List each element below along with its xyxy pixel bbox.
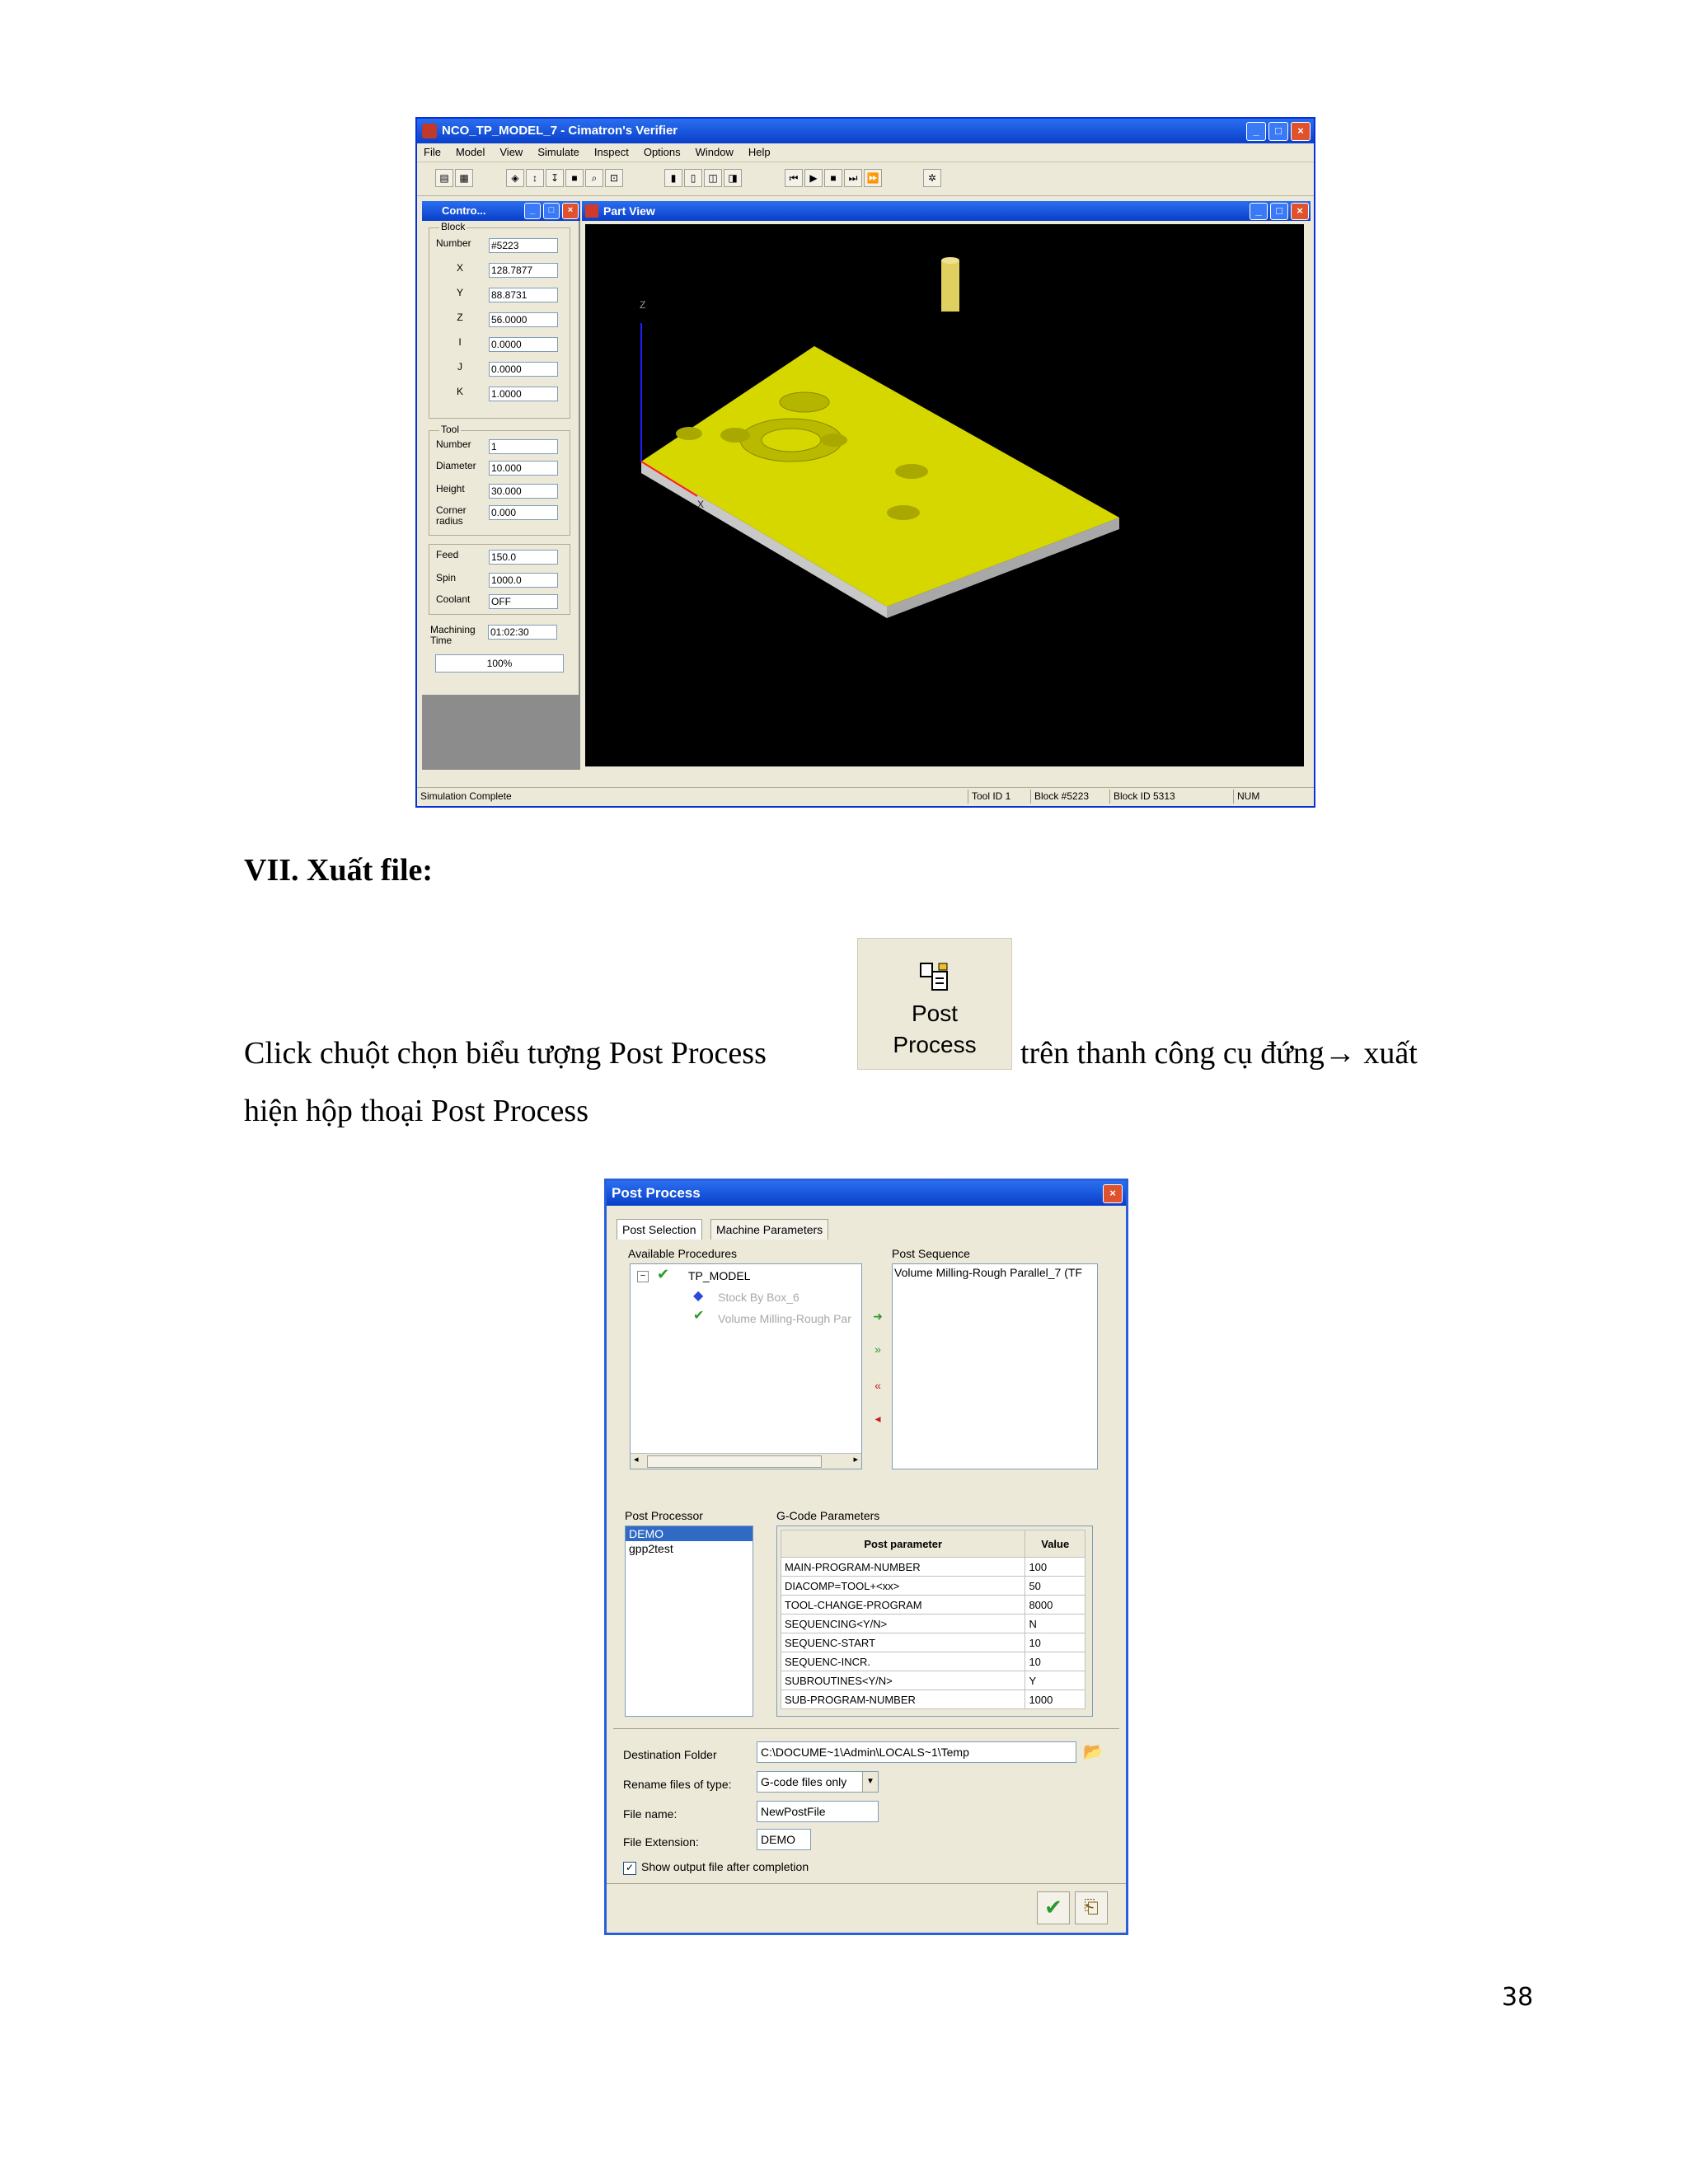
param-name: SEQUENCING<Y/N> [781,1615,1025,1633]
diameter-label: Diameter [436,460,476,471]
pocket-4 [720,428,750,443]
zoom-window-icon[interactable]: ⊡ [605,169,623,187]
control-panel [422,201,580,770]
status-num: NUM [1233,790,1270,804]
part-view-title: Part View [603,204,655,218]
show-output-checkbox[interactable]: ✓ [623,1862,636,1875]
dialog-close-button[interactable]: × [1103,1184,1123,1203]
destination-folder-field[interactable]: C:\DOCUME~1\Admin\LOCALS~1\Temp [757,1741,1076,1763]
dialog-title-bar[interactable] [607,1181,1126,1206]
ok-button[interactable]: ✔ [1037,1891,1070,1924]
part-view-icon [585,204,598,218]
coolant-label: Coolant [436,593,471,605]
post-icon-line2: Process [893,1032,977,1057]
machining-time-field: 01:02:30 [488,625,557,640]
file-name-field[interactable]: NewPostFile [757,1801,879,1822]
verifier-title: NCO_TP_MODEL_7 - Cimatron's Verifier [442,124,678,138]
post-process-dialog [604,1179,1128,1935]
i-field: 0.0000 [489,337,558,352]
feed-group [429,544,570,615]
view-maximize-button[interactable]: □ [1270,203,1288,220]
menu-model[interactable]: Model [455,146,485,158]
gcode-header-value: Value [1025,1530,1085,1558]
i-label: I [458,336,462,348]
param-value[interactable]: 8000 [1025,1596,1085,1615]
z-field: 56.0000 [489,312,558,327]
machined-part [585,224,1304,766]
paragraph-line-1b [1020,1035,1418,1071]
verifier-title-bar[interactable] [417,119,1314,143]
scroll-right-icon[interactable]: ▸ [853,1455,858,1465]
coolant-field: OFF [489,594,558,609]
menu-view[interactable]: View [499,146,523,158]
pocket-7 [895,464,928,479]
part-view-window [582,201,1311,771]
rename-files-select[interactable] [757,1771,879,1793]
part-top-face [641,346,1119,607]
tool-number-field: 1 [489,439,558,454]
pocket-8 [887,505,920,520]
gcode-parameters-label: G-Code Parameters [776,1509,880,1522]
menu-window[interactable]: Window [695,146,734,158]
check-icon: ✔ [693,1309,705,1323]
rename-files-label: Rename files of type: [623,1778,732,1791]
scroll-left-icon[interactable]: ◂ [634,1455,639,1465]
tool-number-label: Number [436,438,471,450]
table-row[interactable] [781,1596,1085,1615]
paragraph-arrow: → [1324,1036,1356,1071]
height-label: Height [436,483,465,494]
table-row[interactable] [781,1671,1085,1690]
tool-top [941,257,959,264]
zoom-icon[interactable]: ⌕ [585,169,603,187]
post-process-button-image [857,938,1012,1070]
fit-icon[interactable]: ■ [565,169,584,187]
divider [613,1728,1119,1729]
post-process-icon [917,958,954,995]
z-axis-label: Z [640,299,646,311]
app-icon [422,124,437,138]
progress-bar [435,654,564,673]
rewind-icon[interactable]: ⏮ [785,169,803,187]
processor-item-selected[interactable]: DEMO [626,1526,753,1541]
param-name: MAIN-PROGRAM-NUMBER [781,1558,1025,1577]
processor-item[interactable]: gpp2test [629,1542,673,1555]
post-processor-label: Post Processor [625,1509,703,1522]
panel-close-button[interactable]: × [562,203,579,219]
section-heading: VII. Xuất file: [244,853,434,888]
file-name-label: File name: [623,1807,678,1821]
param-value[interactable]: 1000 [1025,1690,1085,1709]
view-lz-icon[interactable]: ↧ [546,169,564,187]
param-name: DIACOMP=TOOL+<xx> [781,1577,1025,1596]
progress-label: 100% [486,658,513,669]
param-value[interactable]: N [1025,1615,1085,1633]
pocket-1 [780,392,829,412]
remove-all-arrow-icon[interactable]: « [874,1379,881,1392]
step-icon[interactable]: ⏭ [844,169,862,187]
fast-forward-icon[interactable]: ⏩ [864,169,882,187]
show-output-label: Show output file after completion [641,1860,809,1873]
menu-help[interactable]: Help [748,146,771,158]
tree-collapse-toggle[interactable]: − [637,1271,649,1282]
x-axis-label: X [697,499,705,510]
divider [607,1883,1126,1884]
stock-icon[interactable]: ▮ [664,169,682,187]
param-value[interactable]: 10 [1025,1633,1085,1652]
param-name: SEQUENC-START [781,1633,1025,1652]
block-number-label: Number [436,237,471,249]
settings-icon[interactable]: ✲ [923,169,941,187]
browse-folder-icon[interactable]: 📂 [1083,1743,1104,1761]
j-label: J [457,361,462,373]
pocket-6 [821,434,847,447]
spin-field: 1000.0 [489,573,558,588]
height-field: 30.000 [489,484,558,499]
panel-maximize-button[interactable]: □ [543,203,560,219]
post-sequence-list[interactable] [892,1263,1098,1469]
file-extension-label: File Extension: [623,1835,699,1849]
block-number-field: #5223 [489,238,558,253]
z-label: Z [457,312,463,323]
tool-icon[interactable]: ◫ [704,169,722,187]
verifier-window [415,117,1315,808]
gcode-header-parameter: Post parameter [781,1530,1025,1558]
param-value[interactable]: 100 [1025,1558,1085,1577]
machining-time-label: Machining Time [430,624,476,646]
page-number: 38 [1502,1983,1534,2012]
paragraph-part2: trên thanh công cụ đứng [1020,1036,1325,1071]
post-processor-list[interactable] [625,1526,753,1717]
part-view-title-bar[interactable] [582,201,1311,221]
param-value[interactable]: 50 [1025,1577,1085,1596]
open-icon[interactable]: ▤ [435,169,453,187]
paragraph-line-1a: Click chuột chọn biểu tượng Post Process [244,1036,767,1071]
view-close-button[interactable]: × [1291,203,1309,220]
paragraph-line-2: hiện hộp thoại Post Process [244,1094,588,1128]
status-message: Simulation Complete [420,790,512,802]
param-name: SEQUENC-INCR. [781,1652,1025,1671]
table-row[interactable] [781,1615,1085,1633]
file-extension-field[interactable]: DEMO [757,1829,811,1850]
block-group [429,221,570,419]
corner-radius-field: 0.000 [489,505,558,520]
tab-post-selection[interactable]: Post Selection [617,1219,702,1240]
check-icon: ✔ [657,1266,670,1282]
j-field: 0.0000 [489,362,558,377]
sequence-item[interactable]: Volume Milling-Rough Parallel_7 (TF [894,1266,1082,1279]
cancel-exit-button[interactable]: ⎗ [1075,1891,1108,1924]
param-value[interactable]: Y [1025,1671,1085,1690]
x-field: 128.7877 [489,263,558,278]
status-block: Block #5223 [1030,790,1109,804]
horizontal-scrollbar[interactable] [631,1453,861,1469]
menu-simulate[interactable]: Simulate [537,146,579,158]
param-value[interactable]: 10 [1025,1652,1085,1671]
paragraph-part3: xuất [1363,1036,1418,1071]
destination-folder-label: Destination Folder [623,1748,717,1761]
menu-file[interactable]: File [424,146,441,158]
y-field: 88.8731 [489,288,558,302]
control-panel-title-bar[interactable] [422,201,580,221]
corner-radius-label: Corner radius [436,504,467,527]
pocket-5 [676,427,702,440]
add-one-arrow-icon[interactable]: ➜ [873,1310,883,1323]
tree-root[interactable]: TP_MODEL [688,1269,751,1282]
chevron-down-icon[interactable]: ▼ [862,1772,878,1792]
dialog-title: Post Process [612,1185,701,1201]
view-tz-icon[interactable]: ↕ [526,169,544,187]
cylinder-icon[interactable]: ▯ [684,169,702,187]
x-label: X [456,262,463,274]
spin-label: Spin [436,572,457,583]
tool-group-label: Tool [441,424,460,435]
post-icon-line1: Post [911,1001,959,1026]
diameter-field: 10.000 [489,461,558,476]
k-label: K [456,386,463,397]
table-row[interactable] [781,1652,1085,1671]
feed-field: 150.0 [489,550,558,565]
post-sequence-label: Post Sequence [892,1247,970,1260]
remove-one-arrow-icon[interactable]: ◂ [874,1412,881,1425]
holder-icon[interactable]: ◨ [724,169,742,187]
panel-minimize-button[interactable]: _ [524,203,541,219]
pocket-3 [762,429,821,452]
table-row[interactable] [781,1690,1085,1709]
menu-options[interactable]: Options [643,146,681,158]
y-label: Y [456,287,463,298]
available-procedures-label: Available Procedures [628,1247,738,1260]
block-group-label: Block [441,221,466,232]
status-bar [417,787,1314,806]
status-tool-id: Tool ID 1 [968,790,1029,804]
table-row[interactable] [781,1558,1085,1577]
tool-cylinder [941,260,959,312]
play-icon[interactable]: ▶ [804,169,823,187]
tab-machine-parameters[interactable]: Machine Parameters [710,1219,828,1240]
minimize-button[interactable]: _ [1246,122,1266,141]
param-name: TOOL-CHANGE-PROGRAM [781,1596,1025,1615]
add-all-arrow-icon[interactable]: » [874,1343,881,1356]
stop-icon[interactable]: ■ [824,169,842,187]
stock-icon: ◆ [693,1289,704,1303]
3d-viewport[interactable] [585,224,1304,766]
table-row[interactable] [781,1577,1085,1596]
maximize-button[interactable]: □ [1268,122,1288,141]
tool-group [429,424,570,536]
table-row[interactable] [781,1633,1085,1652]
param-name: SUB-PROGRAM-NUMBER [781,1690,1025,1709]
menu-inspect[interactable]: Inspect [593,146,629,158]
scroll-thumb[interactable] [647,1455,822,1468]
print-icon[interactable]: ▦ [455,169,473,187]
feed-label: Feed [436,549,459,560]
control-panel-title: Contro... [442,204,486,217]
k-field: 1.0000 [489,387,558,401]
toolbar [417,162,1314,196]
view-iso-icon[interactable]: ◈ [506,169,524,187]
status-block-id: Block ID 5313 [1109,790,1196,804]
close-button[interactable]: × [1291,122,1311,141]
tree-child-volume[interactable]: Volume Milling-Rough Par [718,1312,851,1325]
tree-child-stock[interactable]: Stock By Box_6 [718,1291,799,1304]
rename-files-value: G-code files only [761,1775,847,1788]
view-minimize-button[interactable]: _ [1250,203,1268,220]
menu-bar [417,143,1314,162]
param-name: SUBROUTINES<Y/N> [781,1671,1025,1690]
procedures-tree[interactable] [630,1263,862,1469]
gcode-parameters-table[interactable] [776,1526,1093,1717]
